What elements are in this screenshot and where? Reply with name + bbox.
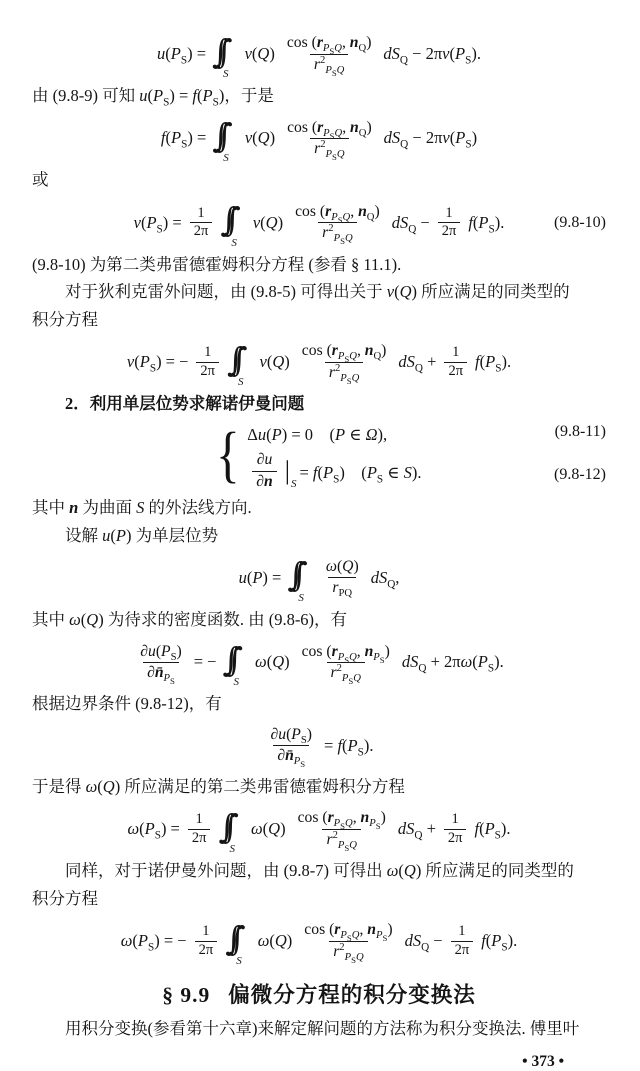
integral-glyphs: ∫∫ [212,31,219,71]
fraction [294,808,390,853]
equation-nu-exterior [32,337,606,387]
eq-tail: $f(P_S)$. [468,212,505,236]
eq-density: ν(Q) [244,44,275,63]
eq-tail: $dS_Q$, [370,567,400,591]
para-dirichlet-exterior: 对于狄利克雷外问题，由 (9.8-5) 可得出关于 ν(Q) 所应满足的同类型的 [65,282,570,302]
integral-glyphs: ∫∫ [218,806,226,846]
fraction-numerator: ∂u [256,451,273,469]
fraction-numerator: $\partial u(P_S)$ [140,642,182,663]
fraction [266,725,316,770]
fraction-numerator: 1 [195,811,203,828]
para-from-989: 由 (9.8-9) 可知 $u(P_S) = f(P_S)$，于是 [32,86,274,109]
equation-number: (9.8-12) [554,466,606,484]
double-integral-icon [223,637,244,687]
fraction-denominator: 2π [438,222,461,240]
fraction-denominator: $r^2_{P_SQ}$ [310,138,348,159]
eq-tail: $dS_Q - 2\pi\nu(P_S)$. [383,44,481,67]
equation-omega-exterior [32,916,606,966]
eq-lhs: $\nu(P_S)$ = − [126,352,189,375]
eq-density: ω(Q) [251,819,286,839]
eq-lhs: u(P) = [238,567,282,587]
fraction [322,557,363,599]
fraction-numerator: $\cos (r_{P_SQ}$, $n_Q$) [301,342,387,365]
fraction-numerator: $\cos (r_{P_SQ}$, $n_Q$) [295,202,380,226]
equation-bc [32,722,606,770]
integral-subscript: S [233,676,239,689]
eq-body: = $f(P_S)$ ($P_S$ ∈ S). [299,463,422,486]
equation-9-8-10 [32,198,606,248]
eq-lhs: $u(P_S)$ = [157,44,207,67]
eq-mid: $dS_Q$ − [391,212,430,236]
equation-system-9-8-11-12 [32,420,606,492]
para-neumann-exterior: 同样，对于诺伊曼外问题，由 (9.8-7) 可得出 ω(Q) 所应满足的同类型的 [65,861,574,881]
para-intro-transform: 用积分变换(参看第十六章)来解定解问题的方法称为积分变换法. 傅里叶 [65,1019,580,1038]
fraction-denominator: $\partial n̄_{P_S}$ [273,745,309,766]
fraction-numerator: ω(Q) [325,558,359,576]
integral-subscript: S [229,843,235,856]
double-integral-icon [212,113,233,163]
integral-subscript: S [231,236,237,249]
integral-glyphs: ∫∫ [227,339,234,379]
heading-neumann-single-layer: 2．利用单层位势求解诺伊曼问题 [65,394,305,414]
eq-tail: $dS_Q + 2\pi\omega(P_S)$. [401,652,504,675]
fraction-numerator: $\cos (r_{P_SQ}$, $n_{P_S}$) [304,921,393,944]
fraction-numerator: 1 [202,923,210,940]
fraction-numerator: 1 [445,204,453,221]
fraction-numerator: $\cos (r_{P_SQ}$, $n_{P_S}$) [297,809,386,832]
integral-subscript: S [238,376,244,389]
equation-number: (9.8-11) [554,423,606,441]
eq-density: ν(Q) [252,212,284,232]
para-fredholm-note: (9.8-10) 为第二类弗雷德霍姆积分方程 (参看 § 11.1). [32,254,402,274]
fraction-numerator: 1 [452,344,460,361]
fraction-denominator: $r^2_{P_SQ}$ [318,222,356,243]
fraction-denominator: $r^2_{P_SQ}$ [327,662,365,683]
fraction [300,920,396,965]
fraction [298,341,391,386]
fraction-denominator: 2π [444,829,467,847]
coefficient-fraction [196,344,219,380]
double-integral-icon [227,337,248,387]
system-line-1 [247,420,424,446]
para-let-single-layer: 设解 u(P) 为单层位势 [65,525,219,545]
coefficient-fraction [444,344,467,380]
equation-u-double-layer [32,29,606,79]
coefficient-fraction [438,205,461,241]
section-title: 偏微分方程的积分变换法 [228,983,476,1007]
double-integral-icon [220,198,241,248]
fraction [136,642,186,687]
eq-density: ν(Q) [244,128,276,148]
double-integral-icon [225,916,246,966]
coefficient-fraction [451,923,474,959]
eq-lhs: $f(P_S)$ = [160,128,207,151]
fraction [283,118,376,163]
para-density-function: 其中 ω(Q) 为待求的密度函数. 由 (9.8-6)，有 [32,609,348,629]
integral-subscript: S [223,68,229,80]
double-integral-icon [287,553,308,603]
fraction [298,642,394,687]
fraction-denominator: 2π [444,362,467,380]
fraction-denominator: $\partial n̄_{P_S}$ [143,662,179,683]
fraction-denominator: 2π [451,941,474,959]
eq-mid: $dS_Q$ − [404,931,443,954]
para-or: 或 [32,170,49,190]
fraction-denominator: $r^2_{P_SQ}$ [329,941,367,962]
fraction-numerator: 1 [451,811,459,828]
section-number: § 9.9 [162,983,211,1007]
integral-glyphs: ∫∫ [287,555,295,595]
system-lines [247,420,424,492]
integral-subscript: S [236,955,242,967]
fraction [283,33,376,78]
page-number: • 373 • [522,1053,564,1071]
para-integral-equation-label: 积分方程 [32,309,98,329]
eq-relation: = − [193,652,217,672]
fraction-numerator: 1 [204,344,212,361]
para-second-kind-fredholm: 于是得 ω(Q) 所应满足的第二类弗雷德霍姆积分方程 [32,776,405,796]
section-heading [32,978,606,1009]
fraction-denominator: $r_{PQ}$ [328,577,356,598]
double-integral-icon [218,804,239,854]
fraction-numerator: 1 [458,923,466,940]
eq-tail: $f(P_S)$. [481,931,518,954]
eq-tail: $dS_Q - 2\pi\nu(P_S)$ [383,128,478,151]
eq-lhs: $\omega(P_S)$ = [127,819,180,842]
double-integral-icon [212,29,233,79]
para-boundary-condition: 根据边界条件 (9.8-12)，有 [32,694,222,714]
fraction-denominator: 2π [195,941,218,959]
evaluation-bar-subscript: S [290,478,297,491]
equation-f-integral [32,113,606,163]
eq-lhs: $\omega(P_S)$ = − [120,931,187,954]
integral-subscript: S [223,152,229,165]
fraction-numerator: $\cos (r_{P_SQ}$, $n_{P_S}$) [301,642,390,665]
eq-rhs: = $f(P_S)$. [324,735,374,759]
fraction-denominator: $r^2_{P_SQ}$ [325,362,363,383]
integral-glyphs: ∫∫ [220,200,227,240]
equation-number: (9.8-10) [554,213,606,231]
coefficient-fraction [190,205,213,241]
fraction-numerator: $\cos (r_{P_SQ}$, $n_Q$) [287,118,372,141]
coefficient-fraction [195,923,218,959]
fraction-denominator: 2π [190,222,213,240]
eq-mid: $dS_Q$ + [398,352,437,375]
left-brace-icon: { [216,421,241,490]
equation-normal-derivative [32,637,606,687]
fraction [291,202,384,247]
system-line-2 [247,450,424,492]
fraction-denominator: ∂n [252,471,276,492]
eq-density: ω(Q) [255,652,290,672]
eq-density: ω(Q) [257,931,293,950]
integral-subscript: S [298,591,304,604]
fraction-denominator: 2π [188,829,211,847]
para-integral-equation-label-2: 积分方程 [32,888,98,908]
fraction-denominator: 2π [196,362,219,380]
eq-lhs: $\nu(P_S)$ = [133,212,182,236]
fraction-denominator: $r^2_{P_SQ}$ [310,54,348,75]
eq-tail: $f(P_S)$. [475,352,512,375]
eq-body: Δu(P) = 0 (P ∈ Ω), [247,425,388,445]
eq-density: ν(Q) [259,352,290,372]
fraction-denominator: $r^2_{P_SQ}$ [322,829,360,850]
eq-mid: $dS_Q$ + [397,819,436,842]
equation-single-layer-potential [32,553,606,603]
eq-tail: $f(P_S)$. [474,819,511,842]
fraction-numerator: $\partial u(P_S)$ [270,725,312,747]
fraction-numerator: 1 [197,204,205,221]
evaluation-bar: | [284,456,290,486]
fraction [252,450,276,492]
coefficient-fraction [444,811,467,847]
integral-glyphs: ∫∫ [222,639,230,679]
equation-omega-interior [32,804,606,854]
coefficient-fraction [188,811,211,847]
integral-glyphs: ∫∫ [225,918,232,958]
fraction-numerator: $\cos (r_{P_SQ}$, $n_Q$) [286,34,372,57]
para-outward-normal: 其中 n 为曲面 S 的外法线方向. [32,498,252,518]
integral-glyphs: ∫∫ [212,115,219,155]
